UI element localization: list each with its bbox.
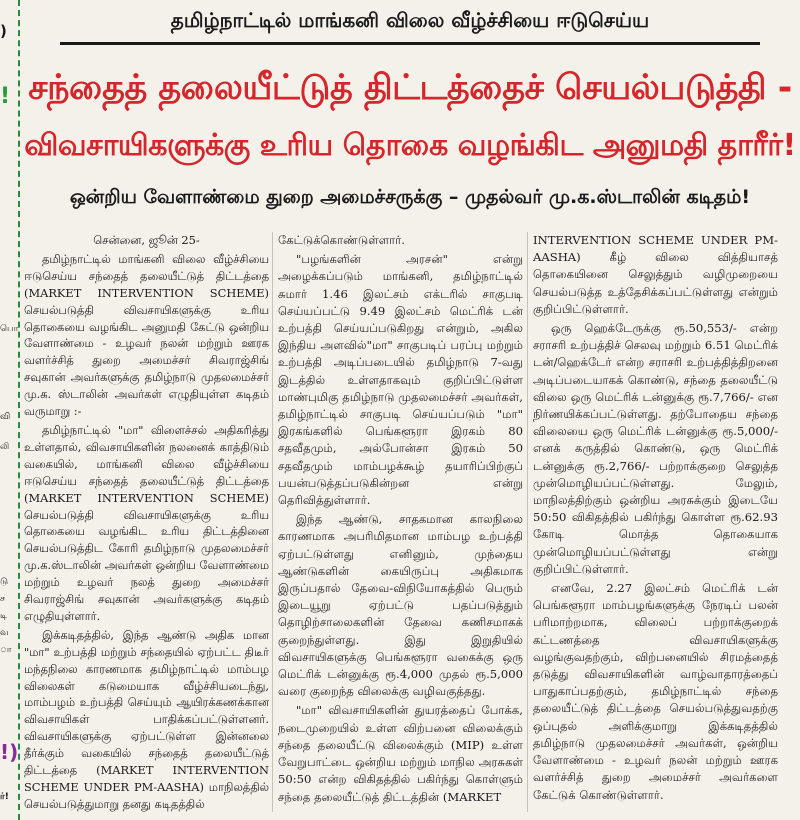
strip-fragment: பொ [0,324,19,334]
paragraph: தமிழ்நாட்டில் மாங்கனி விலை வீழ்ச்சியை ஈடுசெய்ய சந்தைத் தலையீட்டுத் திட்டத்தை (MARKET INTERVENTION SCHEME) செயல்படுத்தி விவசாயிகளுக்கு உரிய தொகையை வழங்கிட அனுமதி கேட்டு ஒன்றிய வேளாண்மை - உழவர் நலன் மற்றும் ஊரக வளர்ச்சித் துறை அமைச்சர் சிவராஜ்சிங் சவுகான் அவர்களுக்கு தமிழ்நாடு முதலமைச்சர் மு.க. ஸ்டாலின் அவர்கள் எழுதியுள்ள கடிதம் வருமாறு :- [24,251,269,419]
strip-fragment: டி [0,611,8,621]
adjacent-article-strip [0,0,20,820]
kicker-headline: தமிழ்நாட்டில் மாங்கனி விலை வீழ்ச்சியை ஈடுசெய்ய [170,8,650,32]
strip-fragment: !) [0,740,19,764]
main-headline-line2: விவசாயிகளுக்கு உரிய தொகை வழங்கிட அனுமதி தாரீர்! [24,128,796,163]
paragraph: தமிழ்நாட்டில் "மா" விளைச்சல் அதிகரித்து உள்ளதால், விவசாயிகளின் நலனைக் காத்திடும் வகையில், மாங்கனி விலை வீழ்ச்சியை ஈடுசெய்ய சந்தைத் தலையீட்டுத் திட்டத்தை (MARKET INTERVENTION SCHEME) செயல்படுத்தி விவசாயிகளுக்கு உரிய தொகையை வழங்கிட உரிய திட்டத்தினை செயல்படுத்திட கோரி தமிழ்நாடு முதலமைச்சர் மு.க.ஸ்டாலின் அவர்கள் ஒன்றிய வேளாண்மை மற்றும் உழவர் நலத் துறை அமைச்சர் சிவராஜ்சிங் சவுகான் அவர்களுக்கு கடிதம் எழுதியுள்ளார். [24,422,269,623]
article-column-2 [278,232,523,820]
dateline: சென்னை, ஜூன் 25- [93,233,200,247]
strip-fragment: ! [0,84,11,109]
strip-fragment: லி [0,442,10,452]
strip-fragment: ) [0,22,7,40]
kicker-underline [60,42,760,45]
strip-fragment: வி [0,412,11,422]
paragraph: எனவே, 2.27 இலட்சம் மெட்ரிக் டன் பெங்களூரா மாம்பழங்களுக்கு நேரடிப் பலன் பரிமாற்றமாக, விலைப் பற்றாக்குறைக் கட்டணத்தை விவசாயிகளுக்கு வழங்குவதற்கும், விற்பனையில் சிரமத்தைத் தடுத்து விவசாயிகளின் வாழ்வாதாரத்தைப் பாதுகாப்பதற்கும், தமிழ்நாட்டில் சந்தை தலையீட்டுத் திட்டத்தை செயல்படுத்துவதற்கு ஒப்புதல் அளிக்குமாறு இக்கடிதத்தில் தமிழ்நாடு முதலமைச்சர் அவர்கள், ஒன்றிய வேளாண்மை - உழவர் நலன் மற்றும் ஊரக வளர்ச்சித் துறை அமைச்சர் அவர்களை கேட்டுக் கொண்டுள்ளார். [533,581,778,802]
paragraph: இக்கடிதத்தில், இந்த ஆண்டு அதிக மான "மா" உற்பத்தி மற்றும் சந்தையில் ஏற்பட்ட திடீர் மந்தநிலை காரணமாக தமிழ்நாட்டில் மாம்பழ விலைகள் கடுமையாக வீழ்ச்சியடைந்து, மாம்பழம் உற்பத்தி செய்யும் ஆயிரக்கணக்கான விவசாயிகள் பாதிக்கப்பட்டுள்ளனர். விவசாயிகளுக்கு ஏற்பட்டுள்ள இன்னலை தீர்க்கும் வகையில் சந்தைத் தலையீட்டுத் திட்டத்தை (MARKET INTERVENTION SCHEME UNDER PM-AASHA) மாநிலத்தில் செயல்படுத்துமாறு தனது கடிதத்தில் [24,627,269,811]
paragraph: ஒரு ஹெக்டேருக்கு ரூ.50,553/- என்ற சராசரி உற்பத்திச் செலவு மற்றும் 6.51 மெட்ரிக் டன்/ஹெக்டேர் என்ற சராசரி உற்பத்தித்திறனை அடிப்படையாகக் கொண்டு, சந்தை தலையீட்டு விலை ஒரு மெட்ரிக் டன்னுக்கு ரூ.7,766/- என நிர்ணயிக்கப்பட்டுள்ளது. தற்போதைய சந்தை விலையை ஒரு மெட்ரிக் டன்னுக்கு ரூ.5,000/- எனக் கருத்தில் கொண்டு, ஒரு மெட்ரிக் டன்னுக்கு ரூ.2,766/- பற்றாக்குறை செலுத்த முன்மொழியப்பட்டுள்ளது. மேலும், மாநிலத்திற்கும் ஒன்றிய அரசுக்கும் இடையே 50:50 விகிதத்தில் பகிர்ந்து கொள்ள ரூ.62.93 கோடி மொத்த தொகையாக முன்மொழியப்பட்டுள்ளது என்று குறிப்பிட்டுள்ளார். [533,321,778,576]
strip-fragment: ா [0,645,12,655]
strip-fragment: ர்! [0,792,9,802]
subheadline: ஒன்றிய வேளாண்மை துறை அமைச்சருக்கு – முதல்வர் மு.க.ஸ்டாலின் கடிதம்! [69,186,751,208]
main-headline-line1: சந்தைத் தலையீட்டுத் திட்டத்தைச் செயல்படுத்தி - [28,68,792,108]
column-divider [527,232,528,812]
paragraph: INTERVENTION SCHEME UNDER PM-AASHA) கீழ் விலை வித்தியாசத் தொகையினை செலுத்தும் வழிமுறையை செயல்படுத்த உத்தேசிக்கப்பட்டுள்ளது என்றும் குறிப்பிட்டுள்ளார். [533,233,778,316]
column-divider [272,232,273,812]
paragraph: கேட்டுக்கொண்டுள்ளார். [278,233,405,247]
article-column-1 [24,232,269,820]
article-column-3 [533,232,778,820]
paragraph: "மா" விவசாயிகளின் துயரத்தைப் போக்க, நடைமுறையில் உள்ள விற்பனை விலைக்கும் சந்தை தலையீட்டு விலைக்கும் (MIP) உள்ள வேறுபாட்டை ஒன்றிய மற்றும் மாநில அரசுகள் 50:50 என்ற விகிதத்தில் பகிர்ந்து கொள்ளும் சந்தை தலையீட்டுத் திட்டத்தின் (MARKET [278,703,523,804]
paragraph: இந்த ஆண்டு, சாதகமான காலநிலை காரணமாக அபரிமிதமான மாம்பழ உற்பத்தி ஏற்பட்டுள்ளது எனினும், முந்தைய ஆண்டுகளின் கையிருப்பு அதிகமாக இருப்பதால் தேவை-விநியோகத்தில் பெரும் இடையூறு ஏற்பட்டு பதப்படுத்தும் தொழிற்சாலைகளின் தேவை கணிசமாகக் குறைந்துள்ளது. இது இறுதியில் விவசாயிகளுக்கு பெங்களூரா வகைக்கு ஒரு மெட்ரிக் டன்னுக்கு ரூ.4,000 முதல் ரூ.5,000 வரை குறைந்த விலைக்கு வழிவகுத்தது. [278,512,523,699]
strip-fragment: ச [0,594,5,604]
paragraph: "பழங்களின் அரசன்" என்று அழைக்கப்படும் மாங்கனி, தமிழ்நாட்டில் சுமார் 1.46 இலட்சம் எக்டரில் சாகுபடி செய்யப்பட்டு 9.49 இலட்சம் மெட்ரிக் டன் உற்பத்தி செய்யப்படுகிறது என்றும், அகில இந்திய அளவில்"மா" சாகுபடிப் பரப்பு மற்றும் உற்பத்தி அடிப்படையில் தமிழ்நாடு 7-வது இடத்தில் உள்ளதாகவும் குறிப்பிட்டுள்ள மாண்புமிகு தமிழ்நாடு முதலமைச்சர் அவர்கள், தமிழ்நாட்டில் சாகுபடி செய்யப்படும் "மா" இரகங்களில் பெங்களூரா இரகம் 80 சதவீதமும், அல்போன்சா இரகம் 50 சதவீதமும் மாம்பழக்கூழ் தயாரிப்பிற்குப் பயன்படுத்தப்படுகின்றன என்று தெரிவித்துள்ளார். [278,252,523,508]
strip-fragment: வ [0,628,9,638]
strip-fragment: டு [0,577,9,587]
